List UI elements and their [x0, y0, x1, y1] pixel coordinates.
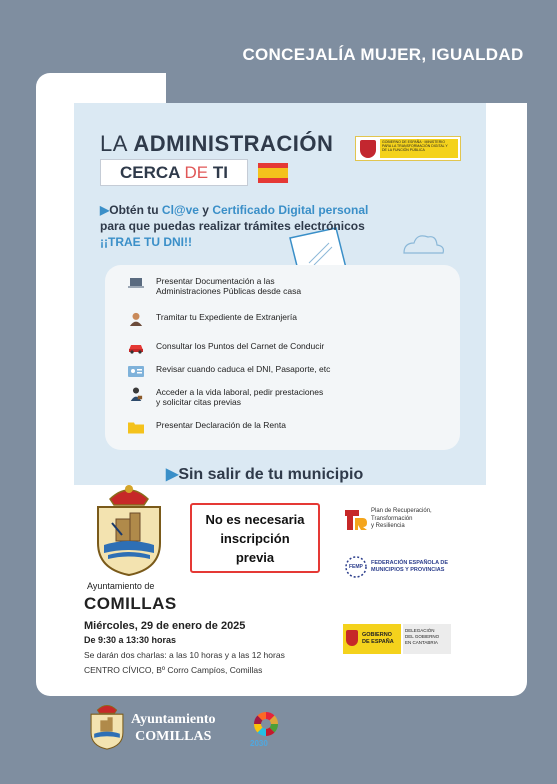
prtr-line-2: Transformación: [371, 515, 413, 522]
prtr-line-1: Plan de Recuperación,: [371, 508, 432, 514]
title-bold: ADMINISTRACIÓN: [133, 131, 334, 156]
notice-line-3: previa: [235, 550, 275, 565]
event-hours: De 9:30 a 13:30 horas: [84, 635, 177, 645]
deleg-line-2: DE ESPAÑA: [362, 639, 394, 645]
femp-line-1: FEDERACIÓN ESPAÑOLA DE: [371, 560, 449, 566]
deleg-right-2: DEL GOBIERNO: [405, 634, 440, 639]
ayuntamiento-label: Ayuntamiento de: [87, 581, 155, 591]
service-label-2: y solicitar citas previas: [156, 397, 242, 407]
spain-flag-icon: [258, 163, 288, 183]
hero-title: [100, 131, 333, 157]
deleg-right-3: EN CANTABRIA: [405, 640, 438, 645]
agenda-year: 2030: [250, 739, 268, 748]
sdg-wheel-icon: [248, 710, 284, 740]
id-card-icon: [128, 364, 144, 378]
no-registration-notice: [190, 503, 320, 573]
service-label: Acceder a la vida laboral, pedir prestaciones: [156, 387, 324, 397]
gobierno-espana-logo: [355, 136, 461, 161]
service-label: Revisar cuando caduca el DNI, Pasaporte, etc: [156, 364, 331, 374]
deleg-line-1: GOBIERNO: [362, 632, 392, 638]
tagline-text: Sin salir de tu municipio: [178, 466, 364, 483]
intro-text: [100, 202, 368, 250]
footer-ayuntamiento: [131, 711, 216, 745]
folder-icon: [128, 420, 144, 434]
tagline-arrow-icon: ▶: [166, 466, 179, 483]
service-label: Consultar los Puntos del Carnet de Conducir: [156, 341, 325, 351]
coat-of-arms-icon: [346, 630, 358, 646]
femp-line-2: MUNICIPIOS Y PROVINCIAS: [371, 566, 445, 573]
tagline: [166, 464, 363, 484]
prtr-logo: [343, 508, 463, 534]
notice-line-2: inscripción: [220, 531, 290, 546]
event-date: Miércoles, 29 de enero de 2025: [84, 620, 246, 632]
prtr-line-3: y Resiliencia: [371, 523, 405, 529]
worker-icon: [128, 387, 144, 401]
service-label: Presentar Documentación a las: [156, 276, 275, 286]
prtr-mark-icon: [343, 508, 367, 532]
person-icon: [128, 312, 144, 326]
clave-text: Cl@ve: [161, 203, 199, 217]
event-place: CENTRO CÍVICO, Bº Corro Campíos, Comillas: [84, 665, 263, 675]
intro-b: y: [198, 203, 213, 217]
intro-line-2: para que puedas realizar trámites electrónicos: [100, 219, 365, 233]
service-label: Tramitar tu Expediente de Extranjería: [156, 312, 297, 322]
footer-line-1: Ayuntamiento: [131, 712, 216, 727]
event-talks: Se darán dos charlas: a las 10 horas y a las 12 horas: [84, 650, 285, 660]
trae-dni-text: ¡¡TRAE TU DNI!!: [100, 235, 192, 249]
footer-line-2: COMILLAS: [135, 729, 212, 744]
deleg-right-1: DELEGACIÓN: [405, 628, 435, 633]
cerca-text: CERCA: [119, 163, 185, 182]
ti-text: TI: [208, 163, 228, 182]
town-name: COMILLAS: [84, 594, 177, 613]
service-label-2: Administraciones Públicas desde casa: [156, 286, 302, 296]
comillas-coat-of-arms: [92, 483, 166, 577]
agenda-2030-logo: [248, 710, 284, 750]
title-line-1: CONCEJALÍA MUJER, IGUALDAD: [242, 45, 524, 64]
footer-coat-of-arms: [88, 700, 126, 752]
gob-logo-text: GOBIERNO DE ESPAÑA · MINISTERIO PARA LA TRANSFORMACIÓN DIGITAL Y DE LA FUNCIÓN PÚBLICA: [382, 140, 448, 152]
coat-of-arms-icon: [360, 140, 376, 158]
service-label: Presentar Declaración de la Renta: [156, 420, 286, 430]
de-text: DE: [184, 163, 209, 182]
title-light: LA: [100, 131, 134, 156]
intro-a: Obtén tu: [109, 203, 162, 217]
notice-line-1: No es necesaria: [205, 512, 305, 527]
delegacion-gobierno-logo: [343, 622, 453, 657]
femp-badge: FEMP: [349, 564, 363, 570]
cerca-de-ti-box: [100, 159, 248, 186]
femp-logo: [343, 555, 463, 579]
laptop-icon: [128, 276, 144, 290]
car-icon: [128, 341, 144, 355]
certificado-text: Certificado Digital personal: [212, 203, 369, 217]
intro-arrow-icon: ▶: [100, 203, 110, 217]
